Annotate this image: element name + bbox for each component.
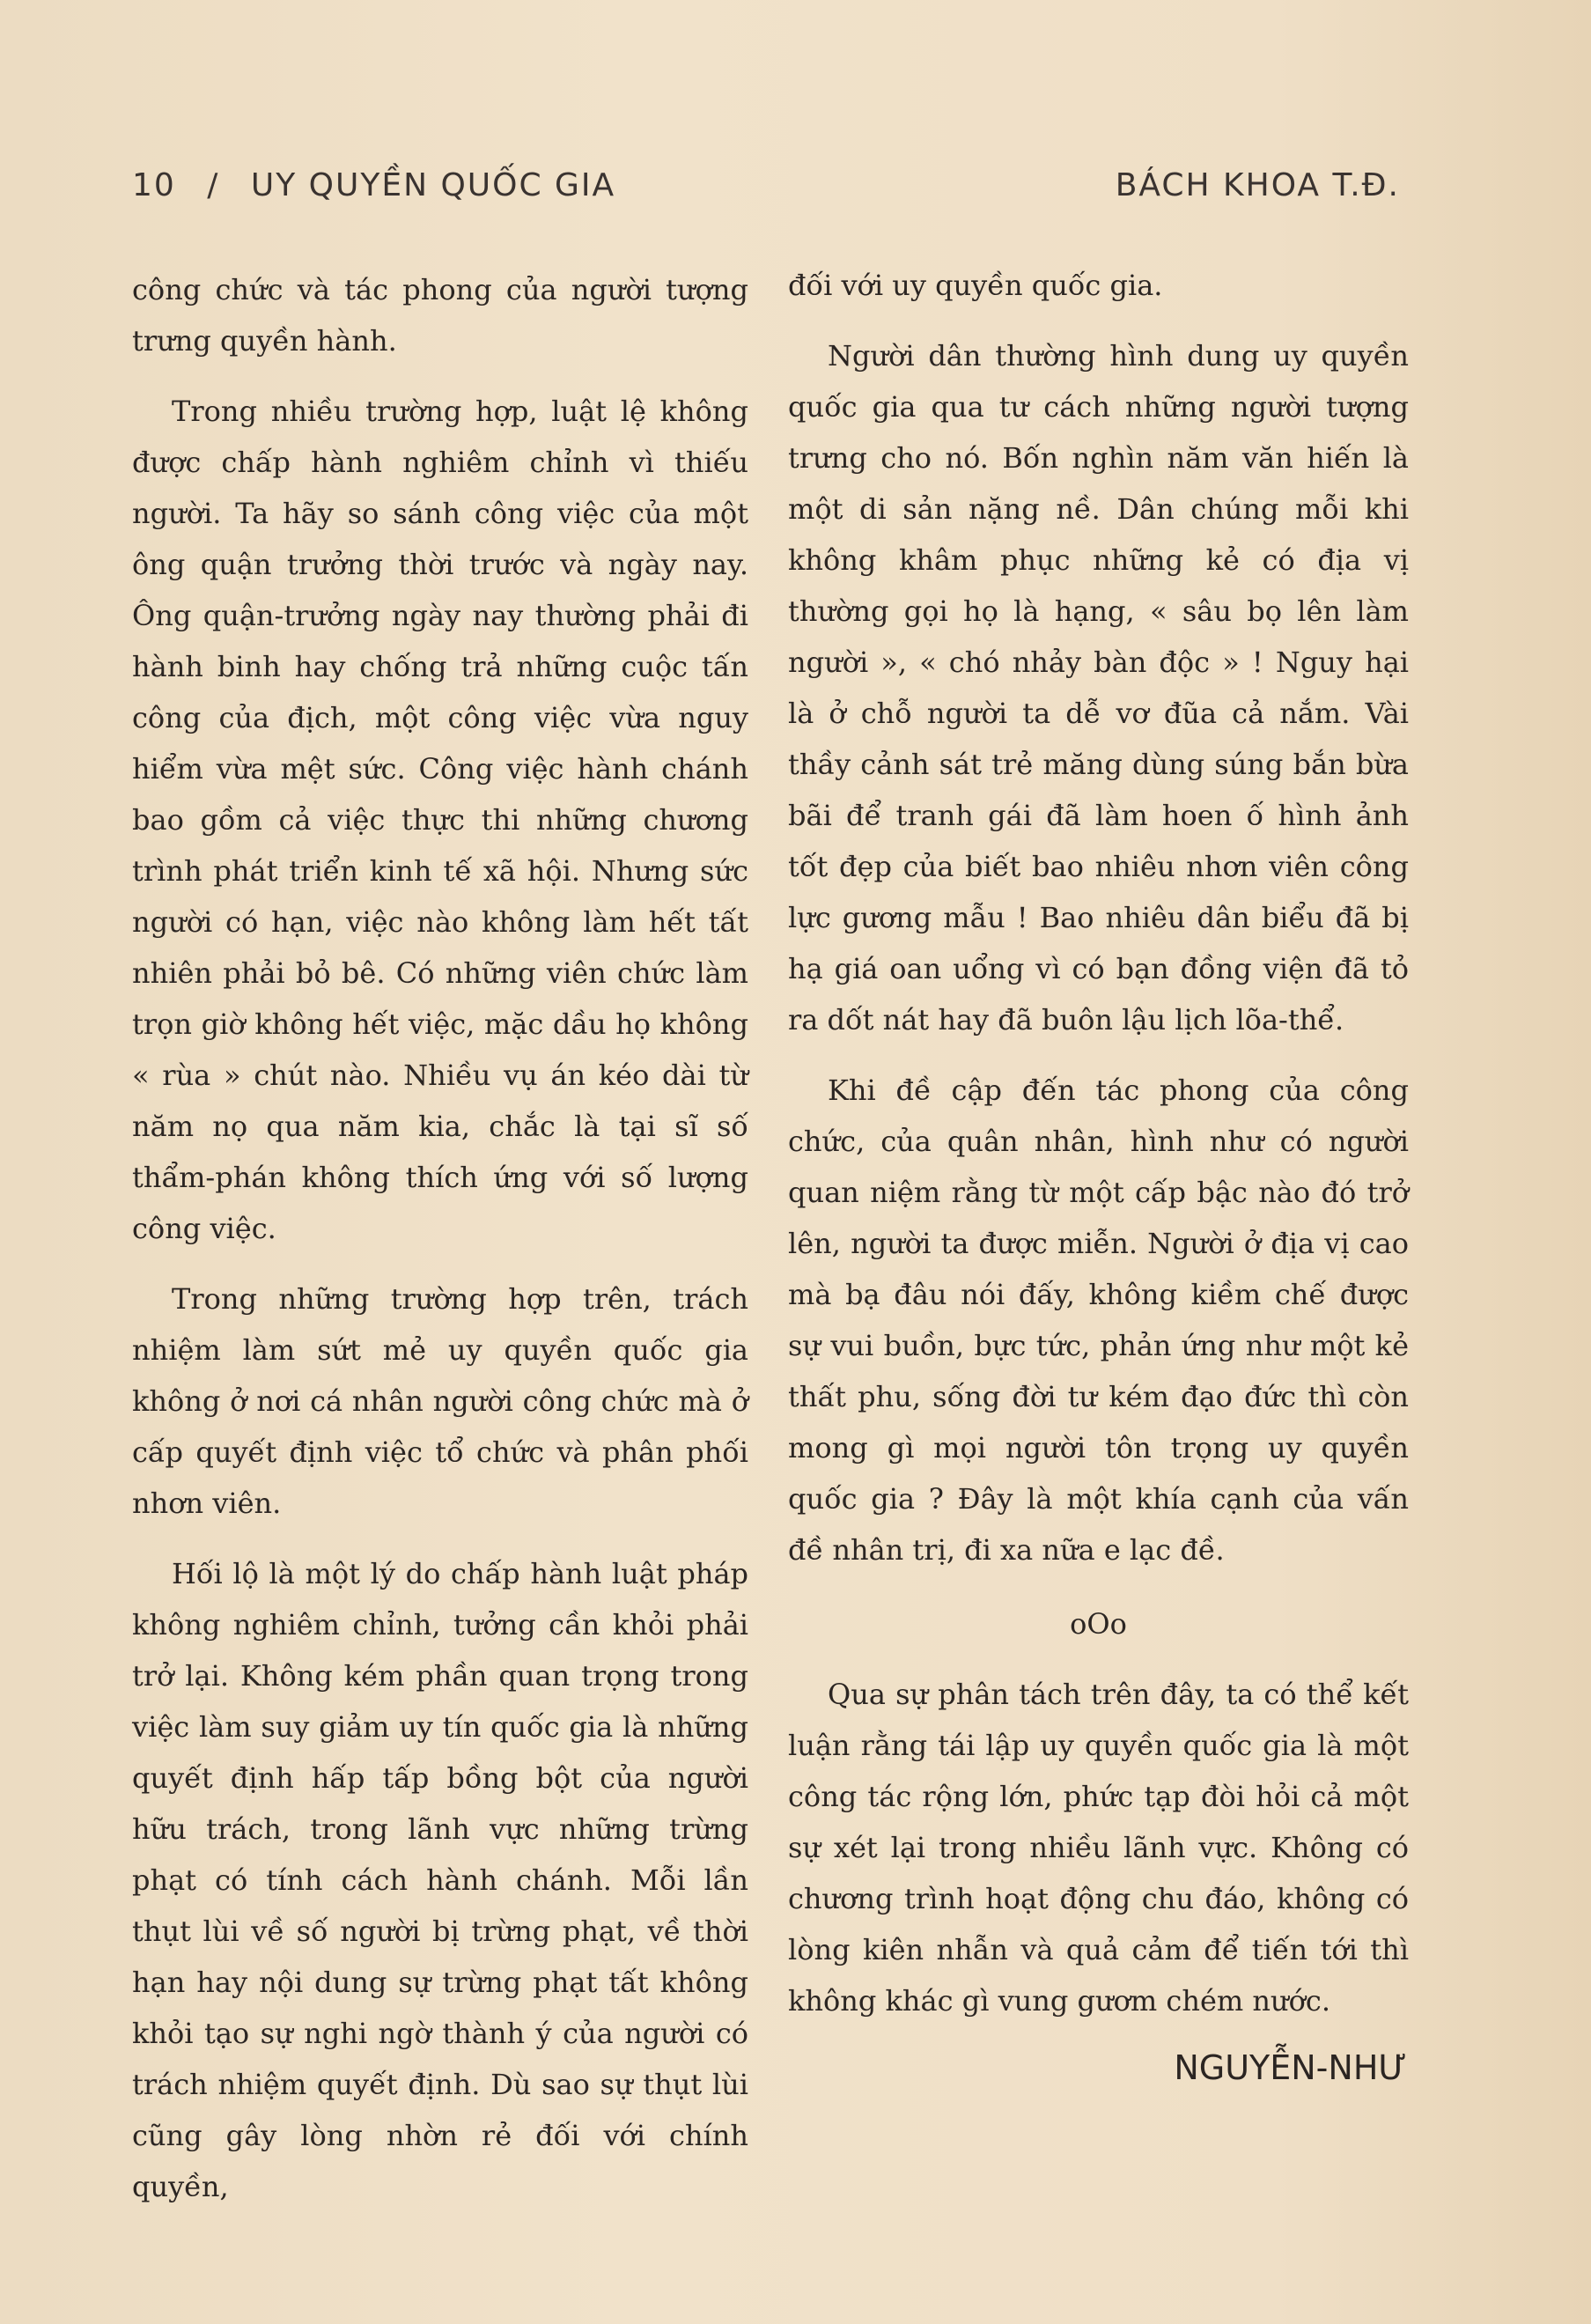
paragraph: Qua sự phân tách trên đây, ta có thể kết luận rằng tái lập uy quyền quốc gia là một công tác rộng lớn, phức tạp đòi hỏi cả một sự xét lại trong nhiều lãnh vực. Không có chương trình hoạt động chu đáo, không có lòng kiên nhẫn và quả cảm để tiến tới thì không khác gì vung gươm chém nước. xyxy=(788,1678,1409,2018)
header-left xyxy=(132,167,635,203)
paragraph: Hối lộ là một lý do chấp hành luật pháp không nghiêm chỉnh, tưởng cần khỏi phải trở lại. Không kém phần quan trọng trong việc làm suy giảm uy tín quốc gia là những quyết định hấp tấp bồng bột của người hữu trách, trong lãnh vực những trừng phạt có tính cách hành chánh. Mỗi lần thụt lùi về số người bị trừng phạt, về thời hạn hay nội dung sự trừng phạt tất không khỏi tạo sự nghi ngờ thành ý của người có trách nhiệm quyết định. Dù sao sự thụt lùi cũng gây lòng nhờn rẻ đối với chính quyền, xyxy=(132,1557,748,2203)
paragraph: Người dân thường hình dung uy quyền quốc gia qua tư cách những người tượng trưng cho nó. Bốn nghìn năm văn hiến là một di sản nặng nề. Dân chúng mỗi khi không khâm phục những kẻ có địa vị thường gọi họ là hạng, « sâu bọ lên làm người », « chó nhảy bàn độc » ! Nguy hại là ở chỗ người ta dễ vơ đũa cả nắm. Vài thầy cảnh sát trẻ măng dùng súng bắn bừa bãi để tranh gái đã làm hoen ố hình ảnh tốt đẹp của biết bao nhiêu nhơn viên công lực gương mẫu ! Bao nhiêu dân biểu đã bị hạ giá oan uổng vì có bạn đồng viện đã tỏ ra dốt nát hay đã buôn lậu lịch lõa-thể. xyxy=(788,339,1409,1037)
running-header xyxy=(132,167,1400,220)
header-separator: / xyxy=(207,167,220,203)
paragraph: Trong nhiều trường hợp, luật lệ không được chấp hành nghiêm chỉnh vì thiếu người. Ta hãy so sánh công việc của một ông quận trưởng thời trước và ngày nay. Ông quận-trưởng ngày nay thường phải đi hành binh hay chống trả những cuộc tấn công của địch, một công việc vừa nguy hiểm vừa mệt sức. Công việc hành chánh bao gồm cả việc thực thi những chương trình phát triển kinh tế xã hội. Nhưng sức người có hạn, việc nào không làm hết tất nhiên phải bỏ bê. Có những viên chức làm trọn giờ không hết việc, mặc dầu họ không « rùa » chút nào. Nhiều vụ án kéo dài từ năm nọ qua năm kia, chắc là tại sĩ số thẩm-phán không thích ứng với số lượng công việc. xyxy=(132,395,748,1245)
paragraph: công chức và tác phong của người tượng trưng quyền hành. xyxy=(132,273,748,358)
paragraph: Khi đề cập đến tác phong của công chức, của quân nhân, hình như có người quan niệm rằng từ một cấp bậc nào đó trở lên, người ta được miễn. Người ở địa vị cao mà bạ đâu nói đấy, không kiềm chế được sự vui buồn, bực tức, phản ứng như một kẻ thất phu, sống đời tư kém đạo đức thì còn mong gì mọi người tôn trọng uy quyền quốc gia ? Đây là một khía cạnh của vấn đề nhân trị, đi xa nữa e lạc đề. xyxy=(788,1073,1409,1567)
publication-name: BÁCH KHOA T.Đ. xyxy=(1115,167,1400,203)
author-signature: NGUYỄN-NHƯ xyxy=(1174,2048,1407,2087)
left-column xyxy=(132,264,748,2212)
right-column xyxy=(788,260,1409,2093)
page-number: 10 xyxy=(132,167,176,203)
paragraph: Trong những trường hợp trên, trách nhiệm làm sứt mẻ uy quyền quốc gia không ở nơi cá nhân người công chức mà ở cấp quyết định việc tổ chức và phân phối nhơn viên. xyxy=(132,1282,748,1520)
section-title: UY QUYỀN QUỐC GIA xyxy=(250,167,616,203)
section-separator: oOo xyxy=(1070,1607,1127,1641)
paragraph: đối với uy quyền quốc gia. xyxy=(788,269,1163,302)
